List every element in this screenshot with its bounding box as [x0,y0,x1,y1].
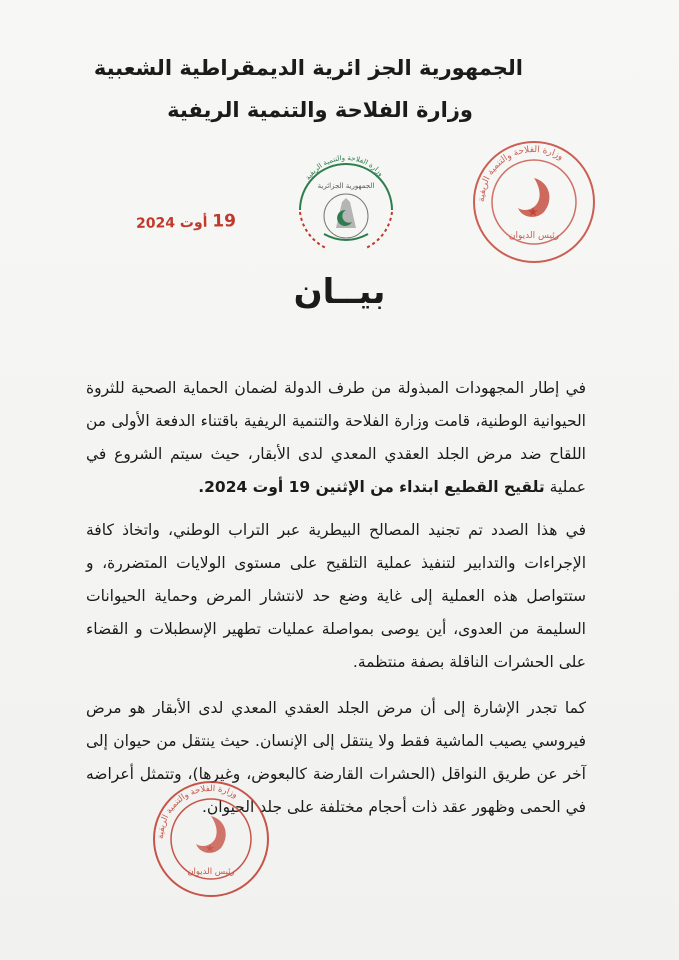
date-day: 19 [212,211,237,232]
date-stamp [136,211,236,233]
ministry-seal-stamp [470,138,598,266]
republic-heading: الجمهورية الجز ائرية الديمقراطية الشعبية [93,56,523,80]
paragraph-3: كما تجدر الإشارة إلى أن مرض الجلد العقدي المعدي لدى الأبقار هو مرض فيروسي يصيب الماشية فقط ولا ينتقل إلى الإنسان. حيث ينتقل من حيوان إلى آخر عن طريق النواقل (الحشرات القارضة كالبعوض، وغيرها)، وتتمثل أعراضه في الحمى وظهور عقد ذات أحجام مختلفة على جلد الحيوان. [86,699,586,816]
paragraph-1 [86,372,586,504]
paragraph-2: في هذا الصدد تم تجنيد المصالح البيطرية عبر التراب الوطني، واتخاذ كافة الإجراءات والتدابير لتنفيذ عملية التلقيح على مستوى الولايات المتضررة، و ستتواصل هذه العملية إلى غاية وضع حد لانتشار المرض وحماية الحيوانات السليمة من العدوى، أين يوصى بمواصلة عمليات تطهير الإسطبلات و القضاء على الحشرات الناقلة بصفة منتظمة. [86,521,586,671]
ministry-heading: وزارة الفلاحة والتنمية الريفية [167,98,473,122]
paragraph-1-bold-text: تلقيح القطيع ابتداء من الإثنين 19 أوت 2024. [198,478,545,496]
document-title: بيــان [293,272,386,312]
seal-bottom-ring-text: وزارة الفلاحة والتنمية الريفية [155,783,240,840]
svg-text:وزارة الفلاحة والتنمية الريفية [477,145,565,202]
emblem-ring-text: وزارة الفلاحة والتنمية الريفية [303,153,385,182]
signature-seal-stamp [150,778,272,900]
date-month: أوت [179,214,208,232]
svg-text:وزارة الفلاحة والتنمية الريفية [156,784,239,839]
paragraph-1-text: في إطار المجهودات المبذولة من طرف الدولة لضمان الحماية الصحية للثروة الحيوانية الوطنية، قامت وزارة الفلاحة والتنمية الريفية باقتناء الدفعة الأولى من اللقاح ضد مرض الجلد العقدي المعدي لدى الأبقار، حيث سيتم الشروع في عملية [86,379,586,496]
emblem-inner-text: الجمهورية الجزائرية [317,182,375,190]
date-year: 2024 [135,215,176,232]
svg-text:وزارة الفلاحة والتنمية الريفية [304,154,385,182]
seal-sign-text: رئيس الديوان [508,231,560,241]
seal-ring-text: وزارة الفلاحة والتنمية الريفية [476,144,565,203]
national-emblem [286,150,406,255]
seal-bottom-sign-text: رئيس الديوان [187,867,235,877]
